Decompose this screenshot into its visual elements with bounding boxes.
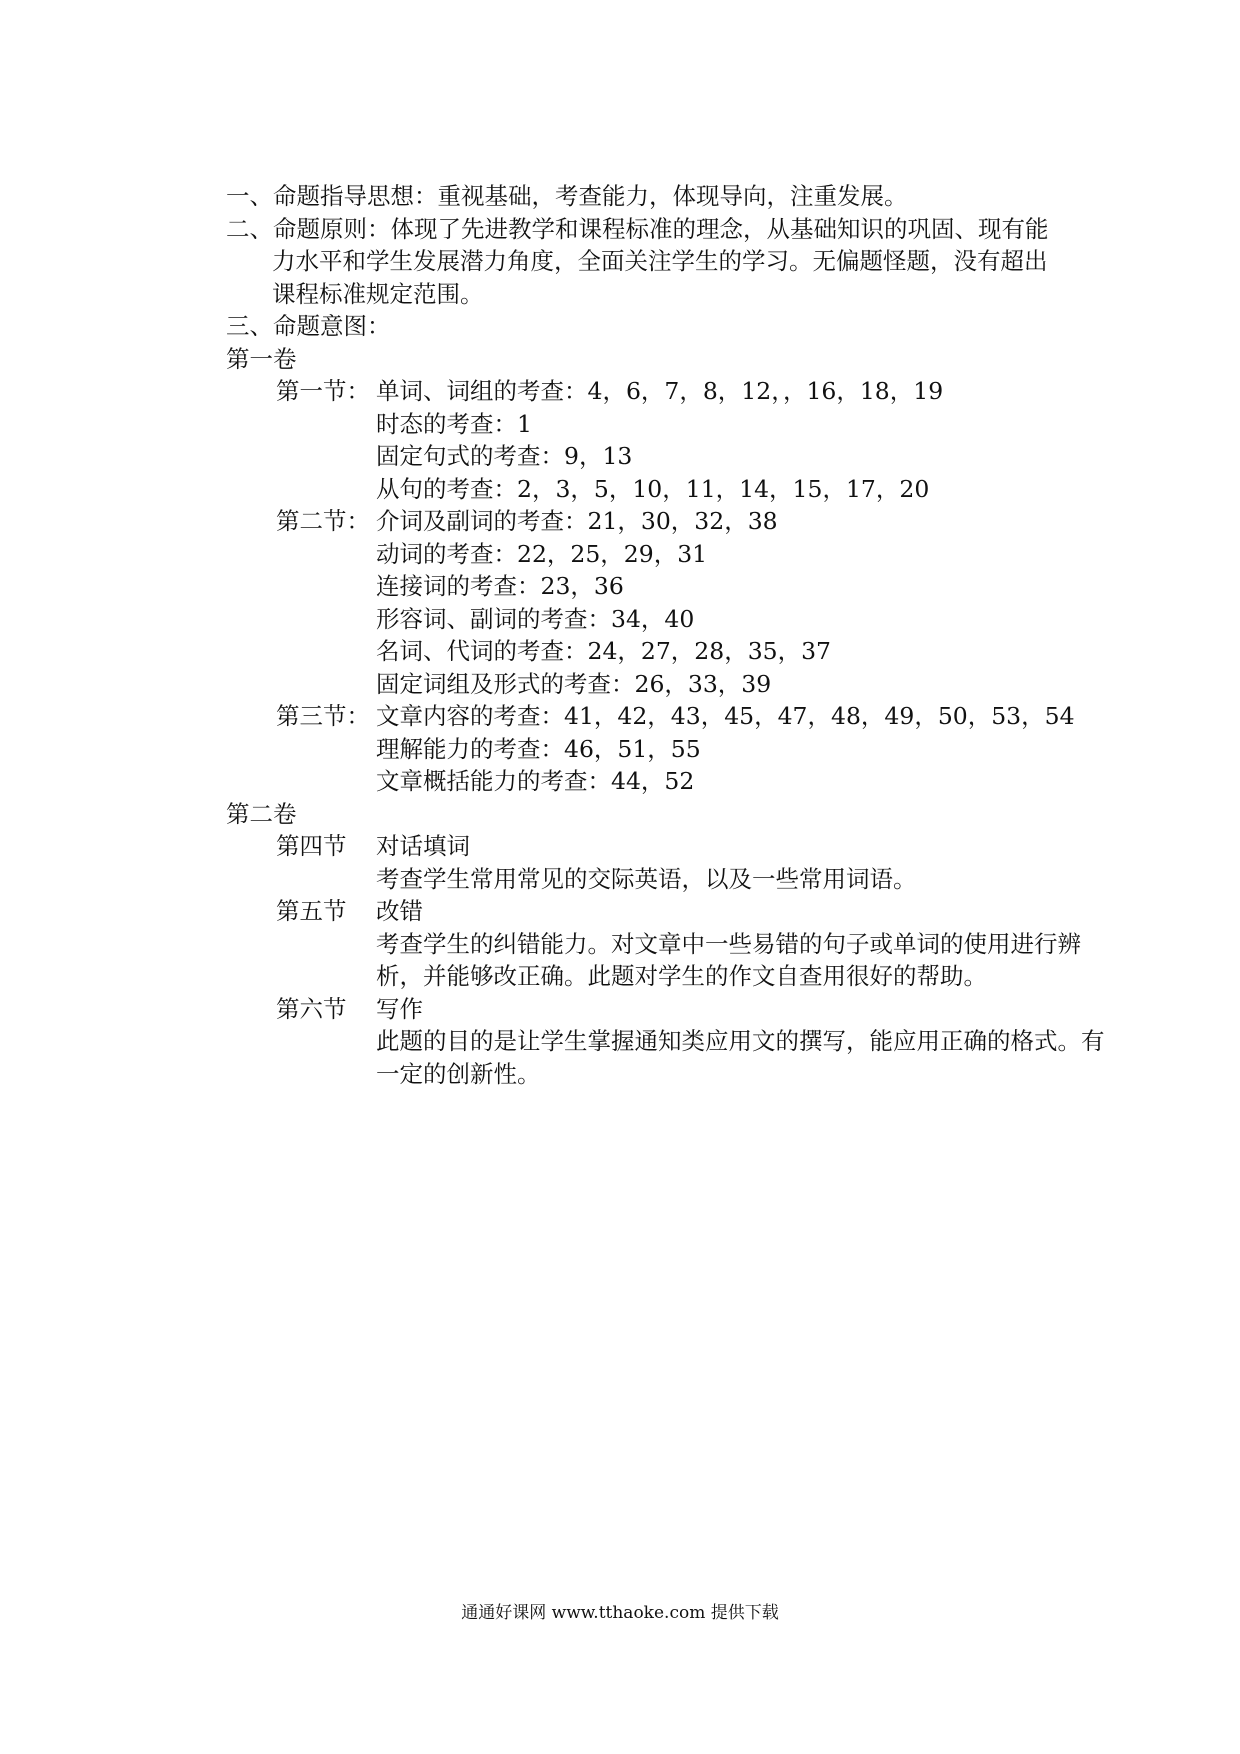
section-1-line: 固定句式的考查：9，13	[376, 442, 633, 470]
section-3-line: 文章内容的考查：41，42，43，45，47，48，49，50，53，54	[376, 702, 1075, 730]
section-4-label: 第四节	[276, 832, 347, 860]
section-1-row	[226, 375, 1066, 408]
section-5-desc: 考查学生的纠错能力。对文章中一些易错的句子或单词的使用进行辨析，并能够改正确。此题对学生的作文自查用很好的帮助。	[376, 929, 1081, 990]
volume-1-title: 第一卷	[226, 344, 297, 373]
section-1-line: 时态的考查：1	[376, 409, 532, 438]
section-6-label: 第六节	[276, 994, 347, 1023]
section-3-line: 理解能力的考查：46，51，55	[376, 734, 701, 763]
document-body	[226, 180, 1105, 1090]
section-4-desc: 考查学生常用常见的交际英语，以及一些常用词语。	[376, 864, 917, 893]
section-5-row	[226, 895, 1066, 928]
section-2-line: 形容词、副词的考查：34，40	[376, 604, 695, 633]
section-6-row	[226, 993, 1066, 1026]
page-footer: 通通好课网 www.tthaoke.com 提供下载	[461, 1603, 779, 1623]
section-2-line: 介词及副词的考查：21，30，32，38	[376, 507, 778, 535]
section-2-row	[226, 505, 1066, 538]
section-1-label: 第一节：	[276, 377, 370, 405]
volume-2-title: 第二卷	[226, 799, 297, 828]
section-2-label: 第二节：	[276, 507, 370, 535]
section-1-line: 单词、词组的考查：4，6，7，8，12，，16，18，19	[376, 377, 944, 405]
section-4-title: 对话填词	[376, 832, 470, 860]
item-intent: 三、命题意图：	[226, 312, 391, 340]
section-3-row	[226, 700, 1075, 733]
section-2-line: 动词的考查：22，25，29，31	[376, 539, 708, 568]
item-guiding-idea: 一、命题指导思想：重视基础，考查能力，体现导向，注重发展。	[226, 182, 908, 210]
section-2-line: 固定词组及形式的考查：26，33，39	[376, 669, 772, 698]
section-6-desc: 此题的目的是让学生掌握通知类应用文的撰写，能应用正确的格式。有一定的创新性。	[376, 1027, 1105, 1088]
section-2-line: 连接词的考查：23，36	[376, 572, 624, 600]
section-2-line: 名词、代词的考查：24，27，28，35，37	[376, 637, 832, 665]
section-1-line: 从句的考查：2，3，5，10，11，14，15，17，20	[376, 474, 930, 503]
section-3-line: 文章概括能力的考查：44，52	[376, 767, 695, 795]
section-5-title: 改错	[376, 897, 423, 925]
section-6-title: 写作	[376, 994, 423, 1023]
item-principles: 二、命题原则：体现了先进教学和课程标准的理念，从基础知识的巩固、现有能力水平和学生发展潜力角度，全面关注学生的学习。无偏题怪题，没有超出课程标准规定范围。	[226, 214, 1049, 308]
section-3-label: 第三节：	[276, 702, 370, 730]
section-4-row	[226, 830, 1066, 863]
section-5-label: 第五节	[276, 897, 347, 925]
